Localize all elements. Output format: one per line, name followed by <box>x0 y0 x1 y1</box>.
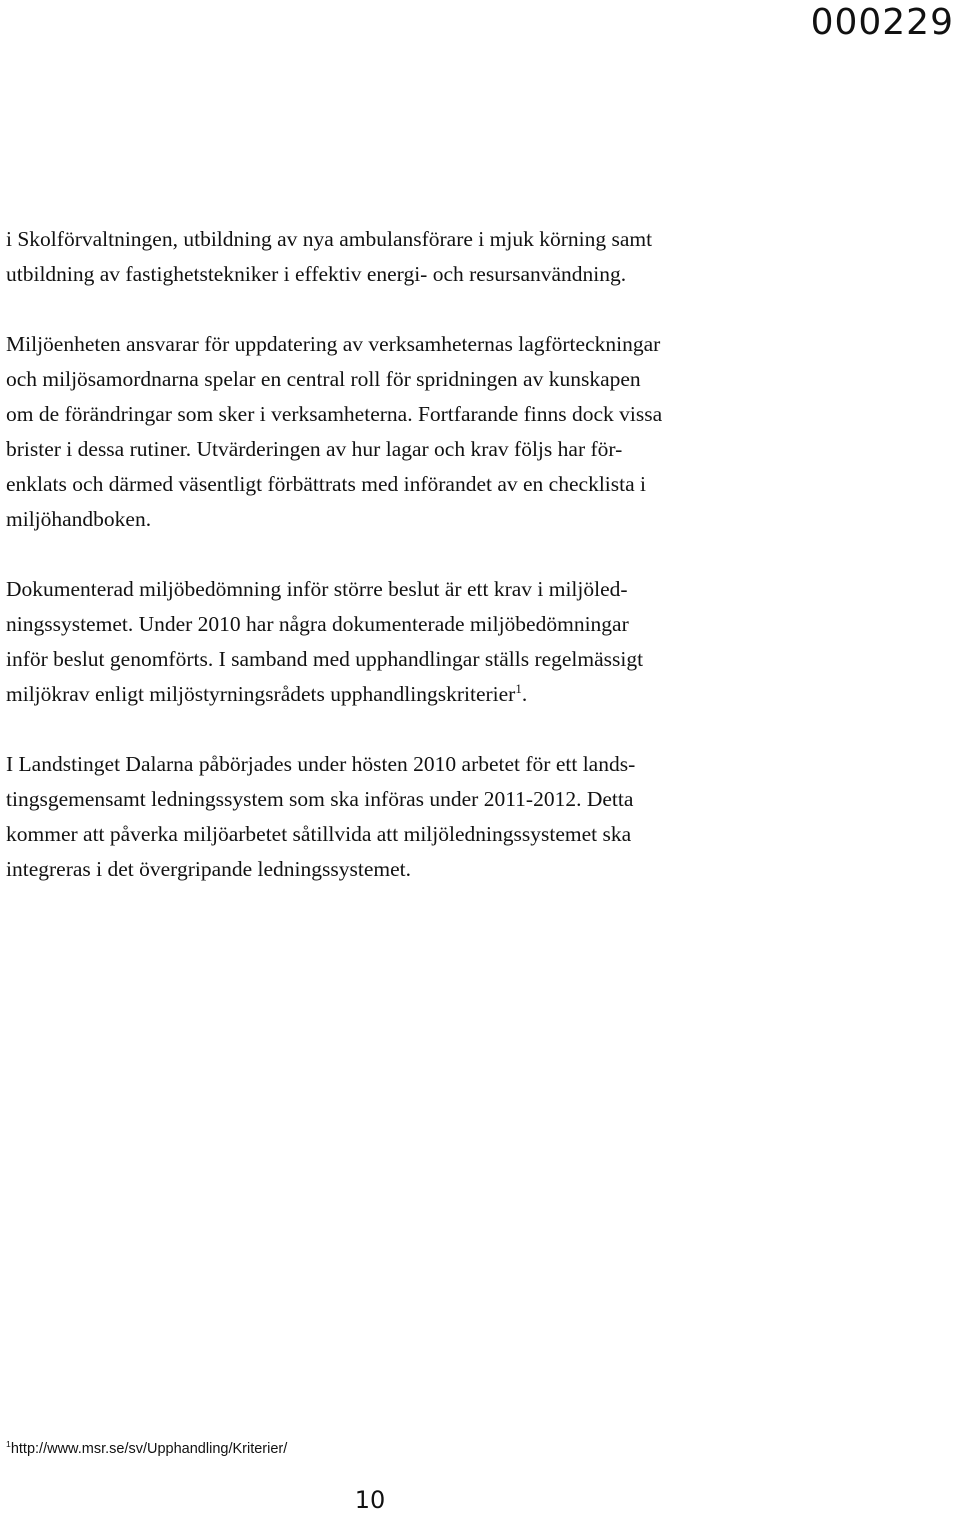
document-number: 000229 <box>810 2 954 43</box>
footnote-marker: 1 <box>6 1439 11 1450</box>
paragraph-4: I Landstinget Dalarna påbörjades under hösten 2010 arbetet för ett lands- tingsgemensamt ledningssystem som ska införas under 2011-2012. Detta kommer att påverka miljöarbetet såtillvida att miljöledningssystemet ska integreras i det övergripande ledningssystemet. <box>6 752 636 881</box>
footnote-link[interactable]: http://www.msr.se/sv/Upphandling/Kriterier/ <box>10 1441 288 1457</box>
page-number: 10 <box>354 1486 386 1514</box>
paragraph-3 <box>6 572 946 712</box>
body-text <box>6 222 946 922</box>
footnote <box>6 1441 287 1457</box>
paragraph-3-end: . <box>521 682 528 706</box>
paragraph-1: i Skolförvaltningen, utbildning av nya ambulansförare i mjuk körning samt utbildning av fastighetstekniker i effektiv energi- och resursanvändning. <box>6 227 653 286</box>
paragraph-2: Miljöenheten ansvarar för uppdatering av verksamheternas lagförteckningar och miljösamordnarna spelar en central roll för spridningen av kunskapen om de förändringar som sker i verksamheterna. Fortfarande finns dock vissa brister i dessa rutiner. Utvärderingen av hur lagar och krav följs har för- enklats och därmed väsentligt förbättrats med införandet av en checklista i miljöhandboken. <box>6 332 663 531</box>
paragraph-3-text: Dokumenterad miljöbedömning inför större beslut är ett krav i miljöled- ningssystemet. Under 2010 har några dokumenterade miljöbedömningar inför beslut genomförts. I samband med upphandlingar ställs regelmässigt miljökrav enligt miljöstyrningsrådets upphandlingskriterier <box>6 577 644 706</box>
footnote-reference[interactable]: 1 <box>515 681 522 696</box>
